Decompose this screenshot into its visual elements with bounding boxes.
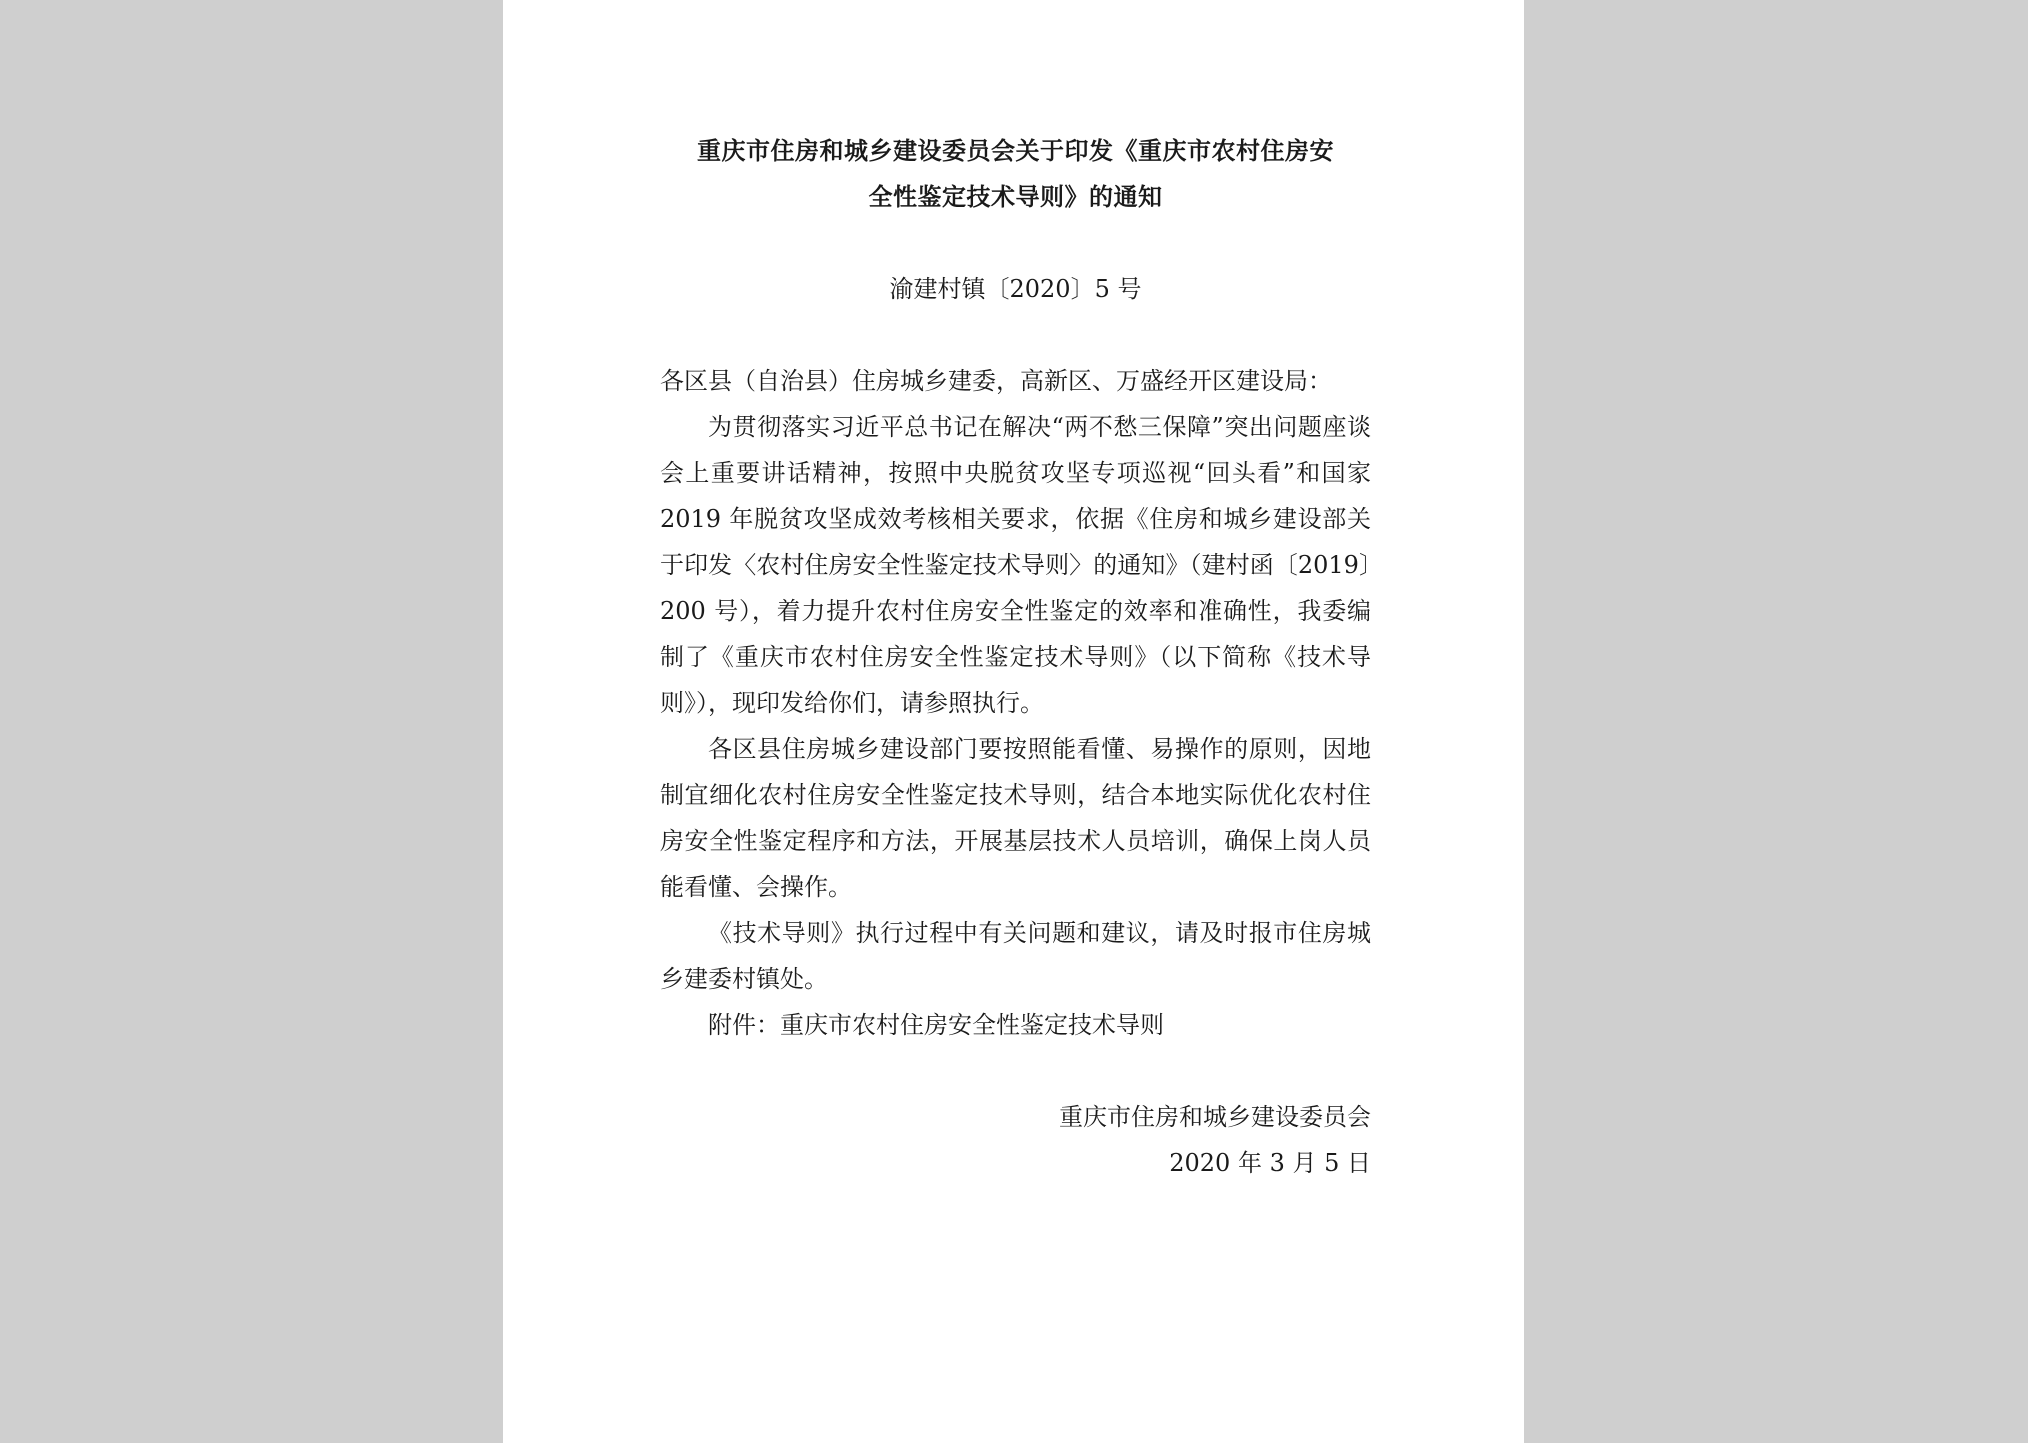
document-title — [660, 128, 1371, 220]
addressee: 各区县（自治县）住房城乡建委，高新区、万盛经开区建设局： — [660, 367, 1332, 395]
paragraph-3: 《技术导则》执行过程中有关问题和建议，请及时报市住房城乡建委村镇处。 — [660, 919, 1371, 993]
signature-date: 2020 年 3 月 5 日 — [1169, 1149, 1371, 1177]
document-number: 渝建村镇〔2020〕5 号 — [889, 275, 1142, 303]
document-content — [660, 128, 1371, 1186]
signature-organization: 重庆市住房和城乡建设委员会 — [1059, 1103, 1371, 1131]
attachment-line: 附件：重庆市农村住房安全性鉴定技术导则 — [708, 1011, 1164, 1039]
title-line-2: 全性鉴定技术导则》的通知 — [868, 183, 1163, 211]
title-line-1: 重庆市住房和城乡建设委员会关于印发《重庆市农村住房安 — [697, 137, 1334, 165]
paragraph-2: 各区县住房城乡建设部门要按照能看懂、易操作的原则，因地制宜细化农村住房安全性鉴定技术导则，结合本地实际优化农村住房安全性鉴定程序和方法，开展基层技术人员培训，确保上岗人员能看懂、会操作。 — [660, 735, 1371, 901]
document-page — [503, 0, 1524, 1443]
signature-block — [660, 1094, 1371, 1186]
paragraph-1: 为贯彻落实习近平总书记在解决“两不愁三保障”突出问题座谈会上重要讲话精神，按照中央脱贫攻坚专项巡视“回头看”和国家 2019 年脱贫攻坚成效考核相关要求，依据《住房和城乡建设部关于印发〈农村住房安全性鉴定技术导则〉的通知》（建村函〔2019〕200 号），着力提升农村住房安全性鉴定的效率和准确性，我委编制了《重庆市农村住房安全性鉴定技术导则》（以下简称《技术导则》），现印发给你们，请参照执行。 — [660, 413, 1371, 717]
